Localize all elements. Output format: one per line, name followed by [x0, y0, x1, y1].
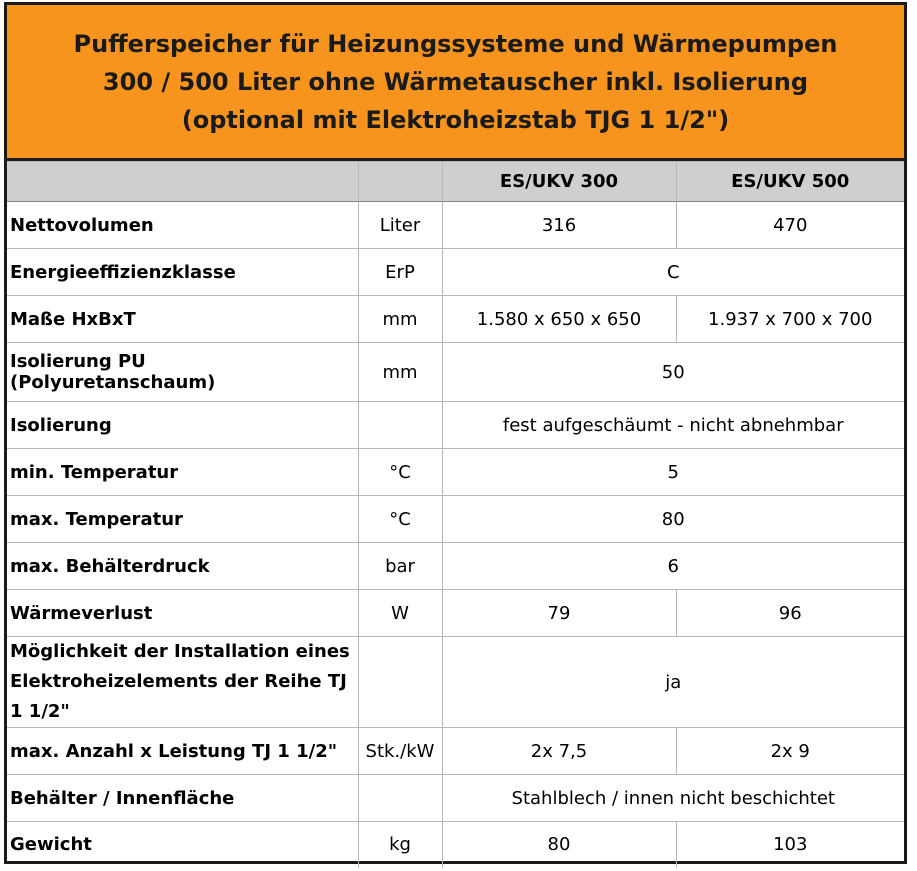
row-label: Isolierung [7, 402, 358, 449]
spec-sheet [4, 2, 907, 864]
row-label: max. Anzahl x Leistung TJ 1 1/2" [7, 728, 358, 775]
row-unit: bar [358, 543, 442, 590]
table-row [7, 296, 904, 343]
row-unit [358, 775, 442, 822]
row-value-300: 1.580 x 650 x 650 [442, 296, 676, 343]
header-model-500: ES/UKV 500 [676, 162, 904, 202]
row-unit [358, 402, 442, 449]
row-value-both: ja [442, 637, 904, 728]
row-label: Isolierung PU (Polyuretanschaum) [7, 343, 358, 402]
row-value-both: fest aufgeschäumt - nicht abnehmbar [442, 402, 904, 449]
title-line-1: Pufferspeicher für Heizungssysteme und Wärmepumpen [73, 29, 838, 58]
spec-table [7, 161, 904, 868]
row-value-both: 5 [442, 449, 904, 496]
row-value-500: 2x 9 [676, 728, 904, 775]
row-label: min. Temperatur [7, 449, 358, 496]
header-label-cell [7, 162, 358, 202]
table-row [7, 202, 904, 249]
row-value-300: 79 [442, 590, 676, 637]
row-unit: kg [358, 822, 442, 868]
row-value-500: 470 [676, 202, 904, 249]
table-row [7, 543, 904, 590]
table-row [7, 775, 904, 822]
row-unit [358, 637, 442, 728]
row-label: Nettovolumen [7, 202, 358, 249]
row-value-both: 6 [442, 543, 904, 590]
row-label: Energieeffizienzklasse [7, 249, 358, 296]
row-value-500: 103 [676, 822, 904, 868]
title-line-2: 300 / 500 Liter ohne Wärmetauscher inkl. Isolierung [102, 67, 809, 96]
row-label: Möglichkeit der Installation eines Elektroheizelements der Reihe TJ 1 1/2" [7, 637, 358, 728]
table-row [7, 402, 904, 449]
row-value-500: 1.937 x 700 x 700 [676, 296, 904, 343]
row-unit: °C [358, 496, 442, 543]
row-label: Maße HxBxT [7, 296, 358, 343]
row-unit: W [358, 590, 442, 637]
table-row [7, 822, 904, 868]
table-row [7, 590, 904, 637]
row-value-300: 316 [442, 202, 676, 249]
row-unit: °C [358, 449, 442, 496]
table-header-row [7, 162, 904, 202]
table-row [7, 343, 904, 402]
table-row [7, 637, 904, 728]
title-banner [7, 5, 904, 161]
row-label: Behälter / Innenfläche [7, 775, 358, 822]
row-unit: ErP [358, 249, 442, 296]
row-unit: mm [358, 343, 442, 402]
row-unit: mm [358, 296, 442, 343]
row-value-300: 2x 7,5 [442, 728, 676, 775]
row-value-300: 80 [442, 822, 676, 868]
table-row [7, 449, 904, 496]
row-unit: Liter [358, 202, 442, 249]
table-row [7, 249, 904, 296]
row-value-both: C [442, 249, 904, 296]
header-model-300: ES/UKV 300 [442, 162, 676, 202]
header-unit-cell [358, 162, 442, 202]
row-value-both: 80 [442, 496, 904, 543]
table-row [7, 496, 904, 543]
row-value-both: 50 [442, 343, 904, 402]
row-label: Gewicht [7, 822, 358, 868]
table-row [7, 728, 904, 775]
row-label: Wärmeverlust [7, 590, 358, 637]
row-value-both: Stahlblech / innen nicht beschichtet [442, 775, 904, 822]
title-line-3: (optional mit Elektroheizstab TJG 1 1/2") [181, 105, 730, 134]
row-label: max. Behälterdruck [7, 543, 358, 590]
row-unit: Stk./kW [358, 728, 442, 775]
row-label: max. Temperatur [7, 496, 358, 543]
row-value-500: 96 [676, 590, 904, 637]
